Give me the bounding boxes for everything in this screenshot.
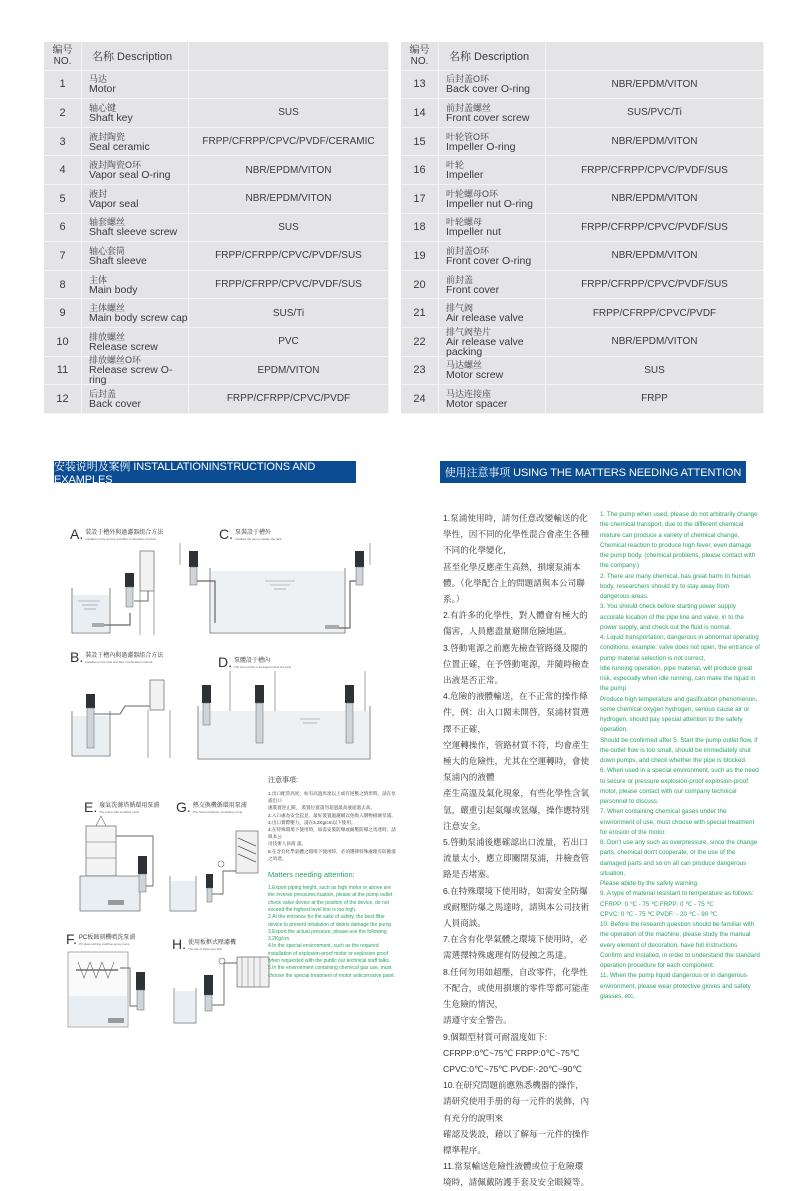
usage-paragraph-zh: 1.泵浦使用時，請勿任意改變輸送的化學性，因不同的化學性混合會產生各種不同的化學變化， bbox=[443, 513, 590, 556]
usage-notes-zh bbox=[443, 510, 591, 1191]
note-item-zh: 處裝置逆止閥， 裝置位置請勿超過最高液面過太高。 bbox=[268, 805, 375, 811]
header-material-right bbox=[546, 42, 764, 71]
part-name bbox=[82, 128, 189, 157]
part-name-zh: 叶轮螺母O环 bbox=[446, 188, 499, 199]
part-name-en: Motor spacer bbox=[446, 397, 508, 410]
part-number: 5 bbox=[44, 185, 82, 214]
part-number: 8 bbox=[44, 271, 82, 300]
part-name-en: Shaft key bbox=[89, 111, 133, 124]
part-number: 14 bbox=[401, 99, 439, 128]
part-name bbox=[82, 156, 189, 185]
part-name bbox=[439, 299, 546, 328]
header-description-right: 名称 Description bbox=[439, 42, 546, 71]
usage-paragraph-zh: 9.個類型材質可耐溫度如下: bbox=[443, 1031, 548, 1042]
part-name-zh: 叶轮螺母 bbox=[446, 217, 483, 228]
part-material: FRPP/CFRPP/CPVC/PVDF bbox=[189, 385, 389, 414]
part-name bbox=[82, 385, 189, 414]
usage-paragraph-zh: CFRPP:0℃~75℃ FRPP:0℃~75℃ bbox=[443, 1047, 580, 1058]
usage-paragraph-en: CFRPP: 0 ℃ - 75 ℃ FRPP: 0 ℃ - 75 ℃ bbox=[600, 900, 714, 908]
part-name-zh: 排放螺丝 bbox=[89, 331, 126, 342]
part-material bbox=[189, 71, 389, 100]
part-number: 13 bbox=[401, 71, 439, 100]
part-material: NBR/EPDM/VITON bbox=[189, 156, 389, 185]
part-material: FRPP/CFRPP/CPVC/PVDF/CERAMIC bbox=[189, 128, 389, 157]
pump-installation-illustration bbox=[70, 666, 175, 761]
part-number: 10 bbox=[44, 328, 82, 357]
installation-notes bbox=[268, 775, 398, 980]
usage-paragraph-zh: 請遵守安全警告。 bbox=[443, 1015, 512, 1026]
note-item-zh: 2.入口處為安全起見，最好裝置過濾網以免吸入雜物損壞泵浦。 bbox=[268, 812, 396, 818]
part-material: NBR/EPDM/VITON bbox=[546, 71, 764, 100]
part-number: 19 bbox=[401, 242, 439, 271]
header-material bbox=[189, 42, 389, 71]
part-name-en: Release screw O-ring bbox=[89, 364, 173, 387]
part-name bbox=[439, 328, 546, 357]
note-item-zh: 5.在含有化學氣體之環境下使用時，必須選擇特殊處理有防蝕漆之馬達。 bbox=[268, 848, 396, 861]
part-name-zh: 叶轮 bbox=[446, 160, 465, 171]
part-name-en: Air release valve packing bbox=[446, 335, 524, 358]
part-name bbox=[439, 99, 546, 128]
part-name-zh: 排放螺丝O环 bbox=[89, 355, 142, 366]
part-name bbox=[82, 357, 189, 386]
header-description: 名称 Description bbox=[82, 42, 189, 71]
part-name-en: Shaft sleeve bbox=[89, 254, 147, 267]
part-name bbox=[439, 214, 546, 243]
note-item-en: 1.Export piping height, such as high motor or above are the inverse pressures ituation, please at the pump outlet check valve device at the position of the device, do not exceed the highest level line is too high. bbox=[268, 885, 393, 913]
usage-paragraph-en: Idle running operation, pipe material, will produce great risk, especially when idle running, can make the liquid in the pump bbox=[600, 664, 756, 693]
usage-paragraph-en: 8. Don't use any such as overpressure, since the change parts, chemical don't cooperate, or the use of the damaged parts and so on all can produce dangerous situation, bbox=[600, 839, 758, 877]
usage-paragraph-zh: 10.在研究問題前應熟悉機器的操作，請研究使用手册的每一元件的裝飾，內有充分的說明來 bbox=[443, 1080, 590, 1123]
part-name-zh: 轴套螺丝 bbox=[89, 217, 126, 228]
note-item-en: 2.At the entrance for the sake of safety, the best filter device to prevent inhalation of debris damage the pump. bbox=[268, 914, 393, 928]
part-name-en: Vapor seal bbox=[89, 197, 139, 210]
part-name-en: Impeller O-ring bbox=[446, 140, 516, 153]
part-material: FRPP/CFRPP/CPVC/PVDF bbox=[546, 299, 764, 328]
usage-paragraph-en: 11. When the pump liquid dangerous or in dangerous environment, please wear protective gloves and safety glasses, etc. bbox=[600, 972, 751, 1000]
part-name-zh: 轴心套筒 bbox=[89, 245, 126, 256]
usage-paragraph-en: CPVC: 0 ℃ - 75 ℃ PVDF: - 20 ℃ - 90 ℃ bbox=[600, 910, 717, 918]
note-item-zh: 3.出口實際壓力，請在3.2Kg/cm以下使用。 bbox=[268, 819, 356, 825]
part-name-en: Impeller nut O-ring bbox=[446, 197, 533, 210]
part-name-zh: 前封盖 bbox=[446, 274, 474, 285]
part-number: 21 bbox=[401, 299, 439, 328]
usage-paragraph-zh: 4.危險的液體輸送，在不正常的操作條件，例：出入口閥未開啓，泵浦材質選擇不正確， bbox=[443, 691, 590, 734]
part-material: SUS/Ti bbox=[189, 299, 389, 328]
part-material: NBR/EPDM/VITON bbox=[546, 328, 764, 357]
note-item-en: 5.In the environment containing chemical gas use, must choose the special treatment of motor anticorrosive paint. bbox=[268, 965, 396, 979]
part-name-zh: 主体 bbox=[89, 274, 108, 285]
part-name bbox=[439, 357, 546, 386]
part-name-en: Release screw bbox=[89, 340, 158, 353]
part-name-en: Front cover bbox=[446, 283, 500, 296]
part-name bbox=[82, 242, 189, 271]
part-name-zh: 主体螺丝 bbox=[89, 303, 126, 314]
part-name-zh: 排气阀 bbox=[446, 303, 474, 314]
part-name bbox=[82, 299, 189, 328]
part-name-en: Main body screw cap bbox=[89, 312, 188, 325]
part-name bbox=[82, 214, 189, 243]
part-name-zh: 叶轮管O环 bbox=[446, 131, 490, 142]
diagram-d: D. 泵體設于槽內 The pump body is arranged inside the tank bbox=[190, 655, 380, 765]
usage-paragraph-zh: 空運轉操作，管路材質不符，均會產生極大的危險性，尤其在空運轉時，會使泵浦內的液體 bbox=[443, 739, 590, 783]
part-material: FRPP/CFRPP/CPVC/PVDF/SUS bbox=[546, 214, 764, 243]
diagram-h: H. 使用板框式壓濾機 The use of plate type filter bbox=[172, 937, 272, 1047]
note-item-en: 4.In the special environment, such as the required installation of explosion-proof motor or explosion proof when requested with the public our technical staff talks. bbox=[268, 943, 391, 964]
part-material: NBR/EPDM/VITON bbox=[546, 128, 764, 157]
part-name bbox=[82, 71, 189, 100]
part-material: FRPP bbox=[546, 385, 764, 414]
part-name-zh: 排气阀垫片 bbox=[446, 326, 492, 337]
part-number: 6 bbox=[44, 214, 82, 243]
part-number: 9 bbox=[44, 299, 82, 328]
part-material: FRPP/CFRPP/CPVC/PVDF/SUS bbox=[546, 271, 764, 300]
note-item-zh: 司技術人員商 談。 bbox=[268, 841, 307, 847]
part-material: FRPP/CFRPP/CPVC/PVDF/SUS bbox=[546, 156, 764, 185]
diagram-b: B. 裝設于槽內與過濾器組合方法 Installed on the tank and filter combination method bbox=[70, 650, 175, 760]
parts-table bbox=[44, 42, 764, 414]
diagram-e: E. 廢氣洗滌塔循環用泵浦 The pump with scrubber cycle bbox=[78, 800, 163, 915]
part-name-en: Back cover O-ring bbox=[446, 83, 531, 96]
usage-paragraph-en: 3. You should check before starting power supply accurate location of the pipe line and valve, in to the power supply, and check out the fluid is normal. bbox=[600, 603, 744, 631]
part-name bbox=[82, 99, 189, 128]
usage-paragraph-en: 7. When containing chemical gases under the environment of use, must choose with special treatment for erosion of the motor. bbox=[600, 808, 755, 836]
usage-paragraph-en: Confirm and installed, in order to understand the standard operation procedure for each component. bbox=[600, 951, 760, 969]
usage-paragraph-zh: CPVC:0℃~75℃ PVDF:-20℃~90℃ bbox=[443, 1063, 582, 1074]
notes-en-list bbox=[268, 885, 398, 980]
usage-paragraph-zh: 6.在特殊環境下使用時，如需安全防爆或耐壓防爆之馬達時，請與本公司技術人員商談。 bbox=[443, 885, 590, 929]
part-name-zh: 液封陶瓷 bbox=[89, 131, 126, 142]
etching-spray-pump-illustration bbox=[60, 948, 165, 1038]
part-name-zh: 液封陶瓷O环 bbox=[89, 160, 142, 171]
usage-paragraph-en: 1. The pump when used, please do not arbitrarily change the chemical transport, due to the different chemical mixture can produce a variety of chemical change, bbox=[600, 511, 758, 539]
usage-paragraph-en: Please abide by the safety warning. bbox=[600, 880, 699, 887]
usage-paragraph-zh: 產生高溫及氣化現象，有些化學性含氧氫，嚴重引起氣爆或氫爆，操作應特別注意安全。 bbox=[443, 788, 590, 831]
part-number: 20 bbox=[401, 271, 439, 300]
usage-paragraph-en: 10. Before the research question should be familiar with the operation of the machine, please study the manual every element of decoration, have full instructions bbox=[600, 921, 755, 949]
usage-paragraph-en: 6. When used in a special environment, such as the need to secure or pressure explosion-proof explosion-proof motor, please contact with our company technical personnel to discuss. bbox=[600, 767, 759, 805]
part-name-en: Motor bbox=[89, 83, 116, 96]
diagram-c: C. 泵裝設于槽外 Installed the pump outside the tank bbox=[175, 527, 375, 637]
part-name-zh: 液封 bbox=[89, 188, 108, 199]
part-name-en: Vapor seal O-ring bbox=[89, 169, 171, 182]
usage-paragraph-zh: 5.啓動泵浦後應確認出口流量，若出口流量太小，應立即關閉泵浦，并檢查管路是否堵塞。 bbox=[443, 837, 590, 880]
heat-exchanger-pump-illustration bbox=[168, 816, 268, 916]
part-number: 24 bbox=[401, 385, 439, 414]
header-no: 编号 NO. bbox=[44, 42, 82, 71]
part-name bbox=[439, 71, 546, 100]
usage-paragraph-en: 2. There are many chemical, has great harm to human body, researchers should try to stay away from dangerous areas. bbox=[600, 572, 751, 600]
usage-paragraph-zh: 11.當泵輸送危險性液體或位于危險環境時，請佩戴防護手套及安全眼鏡等。 bbox=[443, 1161, 590, 1188]
part-name bbox=[82, 328, 189, 357]
part-number: 15 bbox=[401, 128, 439, 157]
part-name-en: Front cover screw bbox=[446, 111, 530, 124]
scrubber-pump-illustration bbox=[78, 816, 163, 916]
part-number: 17 bbox=[401, 185, 439, 214]
part-name-zh: 马达连接座 bbox=[446, 388, 492, 399]
part-number: 22 bbox=[401, 328, 439, 357]
part-name bbox=[82, 185, 189, 214]
part-material: PVC bbox=[189, 328, 389, 357]
part-name bbox=[439, 185, 546, 214]
part-name-en: Impeller bbox=[446, 169, 484, 182]
part-name-en: Impeller nut bbox=[446, 226, 501, 239]
part-name-en: Back cover bbox=[89, 397, 141, 410]
part-name-en: Shaft sleeve screw bbox=[89, 226, 178, 239]
usage-paragraph-en: Produce high temperature and gasification phenomenon, some chemical oxygen hydrogen, serious cause air or hydrogen, should pay special attention to the safety operation. bbox=[600, 695, 758, 734]
part-name-en: Main body bbox=[89, 283, 138, 296]
pump-installation-illustration bbox=[70, 543, 175, 638]
part-number: 12 bbox=[44, 385, 82, 414]
part-name-zh: 前封盖螺丝 bbox=[446, 102, 492, 113]
part-number: 3 bbox=[44, 128, 82, 157]
usage-paragraph-zh: 8.任何勿用如超壓，自改零件，化學性不配合，或使用損壞的零件等都可能產生危險的情況， bbox=[443, 966, 590, 1010]
part-number: 1 bbox=[44, 71, 82, 100]
part-name-zh: 后封盖 bbox=[89, 388, 117, 399]
part-name bbox=[439, 156, 546, 185]
header-no-right: 编号 NO. bbox=[401, 42, 439, 71]
usage-paragraph-zh: 3.啓動電源之前應先檢查管路綫及閥的位置正確，在予啓動電源，并隨時檢查出液是否正常。 bbox=[443, 642, 590, 686]
usage-paragraph-zh: 7.在含有化學氣體之環境下使用時，必需選擇特殊處理有防侵蝕之馬達。 bbox=[443, 934, 588, 961]
usage-paragraph-zh: 確認及裝設，藉以了解每一元件的操作標準程序。 bbox=[443, 1128, 590, 1155]
part-name bbox=[439, 242, 546, 271]
usage-paragraph-zh: 甚至化學反應產生高熱，損壞泵浦本體。（化學配合上的問題請與本公司聯系。） bbox=[443, 561, 585, 605]
usage-notes-en bbox=[600, 510, 760, 1002]
part-name-zh: 马达 bbox=[89, 74, 108, 85]
part-number: 18 bbox=[401, 214, 439, 243]
part-number: 11 bbox=[44, 357, 82, 386]
part-material: SUS bbox=[546, 357, 764, 386]
part-material: SUS bbox=[189, 99, 389, 128]
usage-paragraph-en: Should be confirmed after 5. Start the pump outlet flow, if the outlet flow is too small, should be immediately shut down pumps, and check whether the pipe is blocked. bbox=[600, 736, 758, 764]
pump-installation-illustration bbox=[190, 671, 380, 766]
part-name-zh: 后封盖O环 bbox=[446, 74, 490, 85]
notes-title-zh: 注意事項: bbox=[268, 777, 298, 784]
part-name bbox=[439, 128, 546, 157]
part-name-zh: 前封盖O环 bbox=[446, 245, 490, 256]
part-material: SUS/PVC/Ti bbox=[546, 99, 764, 128]
note-item-en: 3.Export the actual pressure, please use the following 3.2Kg/cm. bbox=[268, 928, 387, 943]
usage-paragraph-zh: 2.有許多的化學性，對人體會有極大的傷害，人員應盡量避開危險地區。 bbox=[443, 610, 588, 637]
notes-title-en: Matters needing attention: bbox=[268, 870, 355, 880]
usage-paragraph-en: 9. A type of material resistant to temperature as follows: bbox=[600, 890, 754, 898]
part-number: 23 bbox=[401, 357, 439, 386]
part-material: SUS bbox=[189, 214, 389, 243]
part-material: FRPP/CFRPP/CPVC/PVDF/SUS bbox=[189, 271, 389, 300]
usage-paragraph-en: Chemical reaction to produce high fever, even damage the pump body. (chemical problems, please contact with the company.) bbox=[600, 541, 756, 570]
part-name-en: Seal ceramic bbox=[89, 140, 150, 153]
part-material: NBR/EPDM/VITON bbox=[189, 185, 389, 214]
part-material: NBR/EPDM/VITON bbox=[546, 242, 764, 271]
part-name-en: Motor screw bbox=[446, 369, 504, 382]
part-name-en: Air release valve bbox=[446, 312, 524, 325]
installation-section-header: 安装说明及案例 INSTALLATIONINSTRUCTIONS AND EXAMPLES bbox=[54, 461, 356, 483]
diagram-a: A. 装設于槽外與過濾器組合方法 Installed on the groove and filter combination method bbox=[70, 527, 175, 637]
note-item-zh: 1.出口配管高度，如有高過馬達以上或有逆壓之情形時，請在泵浦出口 bbox=[268, 791, 396, 804]
part-name-zh: 马达螺丝 bbox=[446, 360, 483, 371]
usage-section-header: 使用注意事项 USING THE MATTERS NEEDING ATTENTION bbox=[440, 461, 746, 483]
part-number: 7 bbox=[44, 242, 82, 271]
pump-installation-illustration bbox=[175, 543, 375, 638]
part-name-zh: 轴心键 bbox=[89, 102, 117, 113]
notes-zh-list bbox=[268, 790, 398, 862]
part-name-en: Front cover O-ring bbox=[446, 254, 532, 267]
part-name bbox=[439, 271, 546, 300]
part-number: 4 bbox=[44, 156, 82, 185]
plate-filter-pump-illustration bbox=[172, 953, 272, 1043]
part-material: FRPP/CFRPP/CPVC/PVDF/SUS bbox=[189, 242, 389, 271]
usage-paragraph-en: 4. Liquid transportation, dangerous in abnormal operating conditions, example: valve does not open, the entrance of pump material selection is not correct, bbox=[600, 634, 760, 662]
note-item-zh: 4.在特殊環境下使用時，如需安裝防爆或耐壓防爆之馬達時，請與本公 bbox=[268, 827, 396, 840]
part-number: 2 bbox=[44, 99, 82, 128]
diagram-g: G. 熱交換機循環用泵浦 The heat exchanger circulating pump bbox=[168, 800, 268, 915]
part-material: NBR/EPDM/VITON bbox=[546, 185, 764, 214]
part-material: EPDM/VITON bbox=[189, 357, 389, 386]
diagram-f: F. PC板蝕刻機噴洗泵浦 PC plate etching machine spray pump bbox=[60, 932, 165, 1042]
part-name bbox=[439, 385, 546, 414]
part-name bbox=[82, 271, 189, 300]
part-number: 16 bbox=[401, 156, 439, 185]
